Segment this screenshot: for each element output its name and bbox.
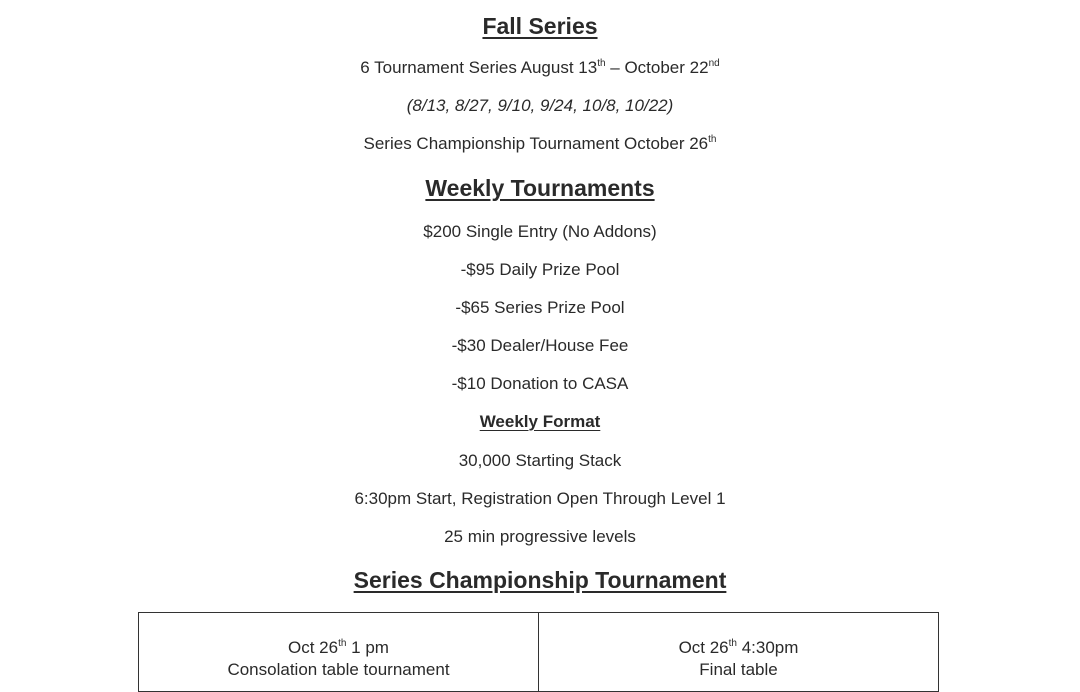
series-dates-line: 6 Tournament Series August 13th – October 22nd [360, 58, 720, 77]
final-table-date: Oct 26th 4:30pm [678, 638, 799, 657]
daily-prize-pool-line: -$95 Daily Prize Pool [460, 260, 620, 279]
final-table-desc: Final table [699, 660, 778, 679]
casa-donation-line: -$10 Donation to CASA [451, 374, 629, 393]
final-table-cell [538, 613, 938, 691]
levels-line: 25 min progressive levels [444, 527, 636, 546]
dealer-house-fee-line: -$30 Dealer/House Fee [451, 336, 629, 355]
series-prize-pool-line: -$65 Series Prize Pool [455, 298, 625, 317]
series-date-list: (8/13, 8/27, 9/10, 9/24, 10/8, 10/22) [406, 96, 674, 115]
start-time-line: 6:30pm Start, Registration Open Through Level 1 [354, 489, 726, 508]
entry-fee-line: $200 Single Entry (No Addons) [423, 222, 657, 241]
consolation-desc: Consolation table tournament [227, 660, 450, 679]
weekly-tournaments-heading: Weekly Tournaments [425, 175, 655, 201]
weekly-format-heading: Weekly Format [479, 412, 601, 431]
consolation-cell [139, 613, 538, 691]
consolation-date: Oct 26th 1 pm [288, 638, 389, 657]
series-championship-heading: Series Championship Tournament [353, 567, 727, 593]
championship-date-line: Series Championship Tournament October 26th [363, 134, 717, 153]
championship-schedule-table [138, 612, 939, 692]
fall-series-heading: Fall Series [482, 13, 598, 39]
starting-stack-line: 30,000 Starting Stack [458, 451, 622, 470]
